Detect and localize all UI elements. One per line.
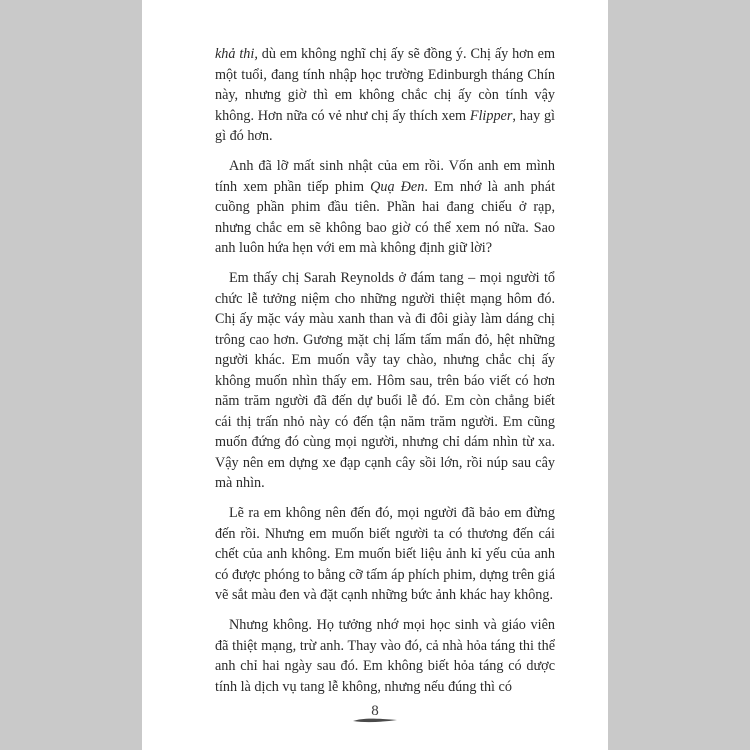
page-footer (142, 702, 608, 722)
italic-title-run: Quạ Đen (370, 178, 425, 195)
text-run: . Em nhớ là anh phát cuồng phần phim đầu tiên. Phần hai đang chiếu ở rạp, nhưng chắc em sẽ không bao giờ có thể xem nó nữa. Sao anh luôn hứa hẹn với em mà không định giữ lời? (215, 178, 556, 256)
text-run: , hay gì gì đó hơn. (215, 107, 555, 144)
paragraph (215, 44, 555, 147)
text-run: Anh đã lỡ mất sinh nhật của em rồi. Vốn anh em mình tính xem phần tiếp phim (215, 158, 555, 195)
paragraph (215, 156, 555, 259)
paragraph (215, 503, 555, 606)
paragraph (215, 615, 555, 697)
italic-title-run: khả thi, (215, 46, 258, 62)
text-run: Lẽ ra em không nên đến đó, mọi người đã bảo em đừng đến rồi. Nhưng em muốn biết người ta có thương đến cái chết của anh không. Em muốn biết liệu ảnh kỉ yếu của anh có được phóng to bằng cỡ tấm áp phích phim, dựng trên giá vẽ sắt màu đen và đặt cạnh những bức ảnh khác hay không. (215, 505, 555, 603)
text-run: dù em không nghĩ chị ấy sẽ đồng ý. Chị ấy hơn em một tuổi, đang tính nhập học trường Edinburgh tháng Chín này, nhưng giờ thì em không chắc chị ấy còn tính vậy không. Hơn nữa có vẻ như chị ấy thích xem (215, 46, 555, 124)
body-text (215, 44, 555, 707)
text-run: Em thấy chị Sarah Reynolds ở đám tang – mọi người tổ chức lễ tưởng niệm cho những người thiệt mạng hôm đó. Chị ấy mặc váy màu xanh than và đi đôi giày làm dáng chị trông cao hơn. Gương mặt chị lấm tấm mẩn đỏ, hệt những người khác. Em muốn vẫy tay chào, nhưng chắc chị ấy không muốn nhìn thấy em. Hôm sau, trên báo viết có hơn năm trăm người đã đến dự buổi lễ đó. Em còn chẳng biết cái thị trấn nhỏ này có đến tận năm trăm người. Em cũng muốn đứng đó cùng mọi người, nhưng chỉ dám nhìn từ xa. Vậy nên em dựng xe đạp cạnh cây sồi lớn, rồi núp sau cây mà nhìn. (215, 270, 555, 491)
italic-title-run: Flipper (469, 107, 513, 124)
brush-stroke-ornament (352, 716, 398, 724)
book-page (142, 0, 608, 750)
paragraph (215, 268, 555, 494)
text-run: Nhưng không. Họ tưởng nhớ mọi học sinh và giáo viên đã thiệt mạng, trừ anh. Thay vào đó, cả nhà hỏa táng thi thể anh chỉ hai ngày sau đó. Em không biết hỏa táng có dược tính là dịch vụ tang lễ không, nhưng nếu đúng thì có (215, 617, 555, 695)
page-number: 8 (371, 703, 379, 719)
